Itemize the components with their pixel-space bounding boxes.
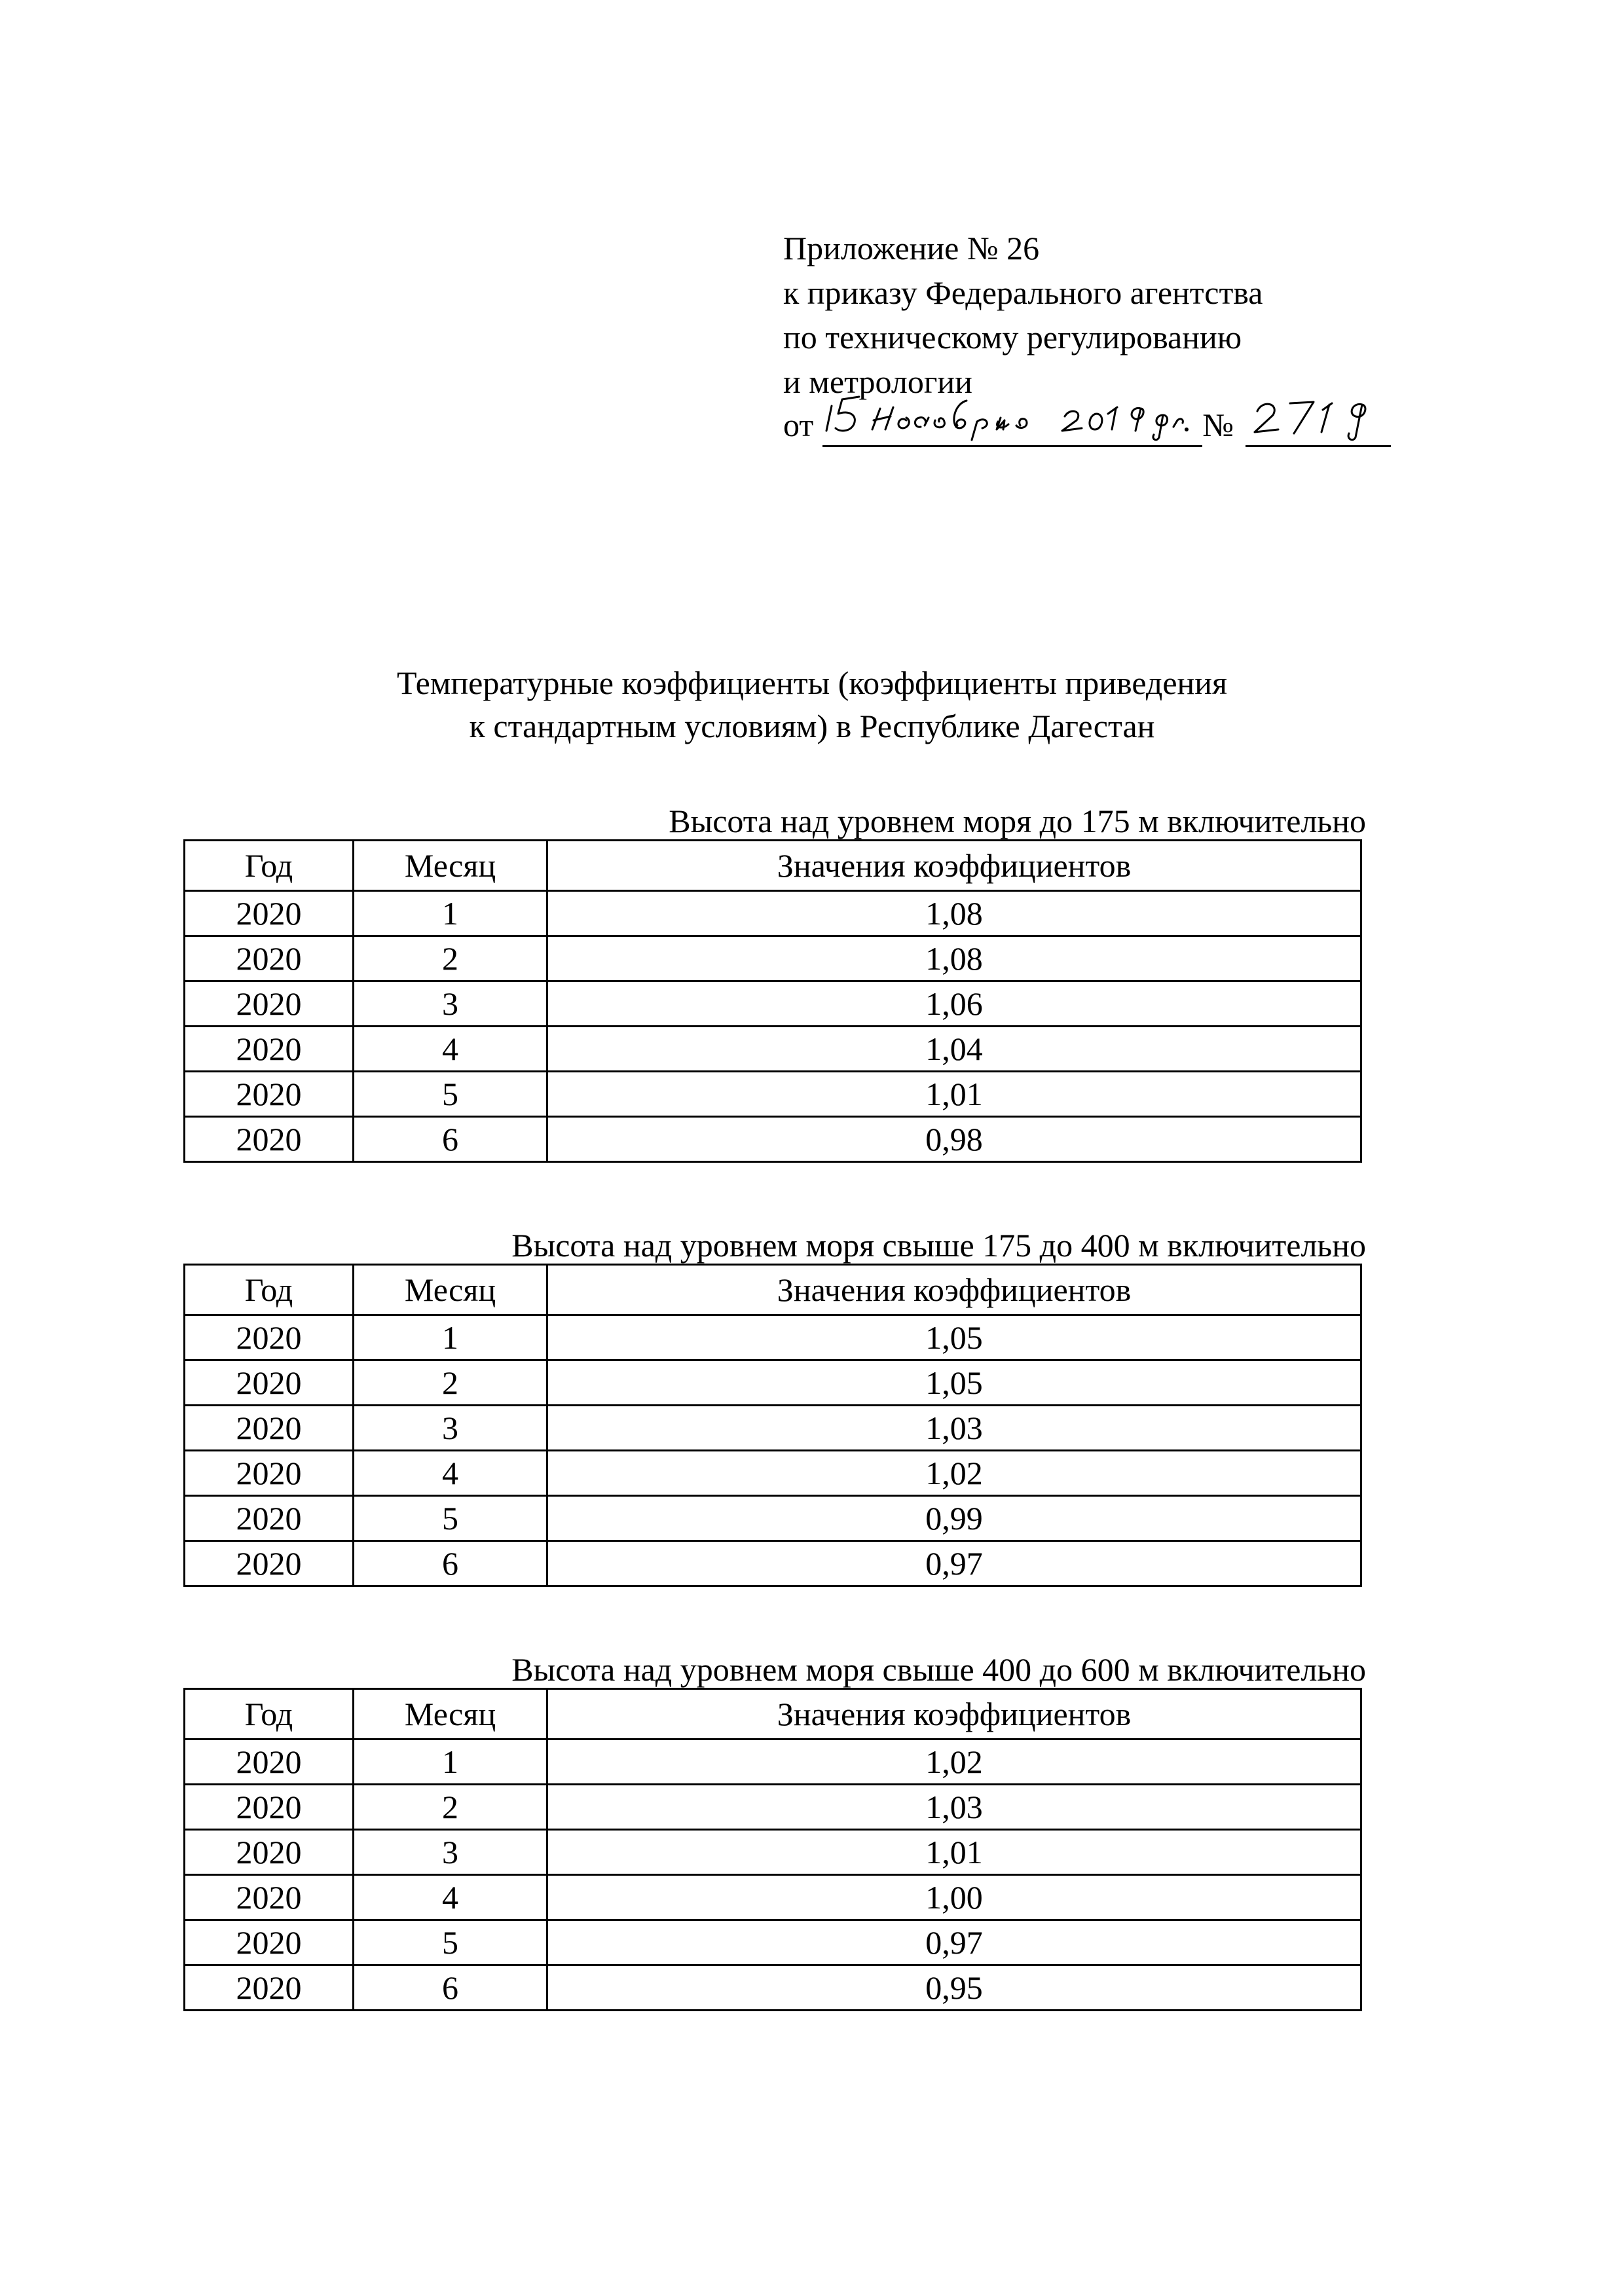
cell-month: 6 xyxy=(354,1117,547,1162)
cell-value: 1,05 xyxy=(547,1360,1361,1406)
table-header-row xyxy=(185,841,1361,891)
cell-year: 2020 xyxy=(185,1875,354,1920)
order-date-line xyxy=(783,401,1391,447)
column-header-year: Год xyxy=(185,1689,354,1740)
column-header-year: Год xyxy=(185,1265,354,1315)
cell-year: 2020 xyxy=(185,1117,354,1162)
column-header-value: Значения коэффициентов xyxy=(547,841,1361,891)
cell-year: 2020 xyxy=(185,1451,354,1496)
cell-month: 3 xyxy=(354,1830,547,1875)
section-caption: Высота над уровнем моря до 175 м включительно xyxy=(669,803,1366,839)
coefficients-section-1 xyxy=(183,803,1366,1163)
table-row xyxy=(185,1830,1361,1875)
cell-year: 2020 xyxy=(185,1740,354,1785)
column-header-month: Месяц xyxy=(354,1689,547,1740)
cell-year: 2020 xyxy=(185,1965,354,2011)
cell-month: 4 xyxy=(354,1875,547,1920)
title-line-2: к стандартным условиям) в Республике Дагестан xyxy=(469,708,1155,744)
table-row xyxy=(185,1541,1361,1586)
cell-value: 1,03 xyxy=(547,1785,1361,1830)
table-row xyxy=(185,1740,1361,1785)
cell-month: 5 xyxy=(354,1072,547,1117)
table-row xyxy=(185,1406,1361,1451)
table-row xyxy=(185,1965,1361,2011)
cell-value: 1,01 xyxy=(547,1072,1361,1117)
cell-value: 0,98 xyxy=(547,1117,1361,1162)
coefficients-table xyxy=(183,1688,1362,2011)
cell-year: 2020 xyxy=(185,1315,354,1360)
cell-year: 2020 xyxy=(185,936,354,981)
cell-month: 1 xyxy=(354,891,547,936)
cell-value: 1,05 xyxy=(547,1315,1361,1360)
coefficients-table xyxy=(183,839,1362,1163)
cell-value: 0,99 xyxy=(547,1496,1361,1541)
cell-year: 2020 xyxy=(185,1406,354,1451)
table-row xyxy=(185,936,1361,981)
cell-month: 1 xyxy=(354,1315,547,1360)
table-row xyxy=(185,1451,1361,1496)
cell-month: 2 xyxy=(354,1360,547,1406)
column-header-value: Значения коэффициентов xyxy=(547,1265,1361,1315)
table-row xyxy=(185,1117,1361,1162)
cell-year: 2020 xyxy=(185,1541,354,1586)
table-row xyxy=(185,1315,1361,1360)
table-row xyxy=(185,891,1361,936)
handwritten-date xyxy=(822,402,1202,447)
cell-year: 2020 xyxy=(185,1830,354,1875)
cell-value: 1,08 xyxy=(547,936,1361,981)
cell-year: 2020 xyxy=(185,891,354,936)
table-header-row xyxy=(185,1689,1361,1740)
order-reference-line-2: по техническому регулированию xyxy=(783,319,1242,355)
cell-value: 0,97 xyxy=(547,1541,1361,1586)
section-caption: Высота над уровнем моря свыше 400 до 600 м включительно xyxy=(511,1651,1366,1688)
cell-value: 1,08 xyxy=(547,891,1361,936)
cell-month: 5 xyxy=(354,1496,547,1541)
cell-month: 6 xyxy=(354,1965,547,2011)
section-caption: Высота над уровнем моря свыше 175 до 400 м включительно xyxy=(511,1227,1366,1264)
number-sign: № xyxy=(1202,407,1234,443)
title-line-1: Температурные коэффициенты (коэффициенты приведения xyxy=(396,665,1228,701)
cell-year: 2020 xyxy=(185,1785,354,1830)
table-row xyxy=(185,1496,1361,1541)
appendix-header xyxy=(783,226,1391,447)
column-header-value: Значения коэффициентов xyxy=(547,1689,1361,1740)
cell-year: 2020 xyxy=(185,1027,354,1072)
coefficients-section-2 xyxy=(183,1227,1366,1587)
cell-value: 0,95 xyxy=(547,1965,1361,2011)
cell-value: 1,03 xyxy=(547,1406,1361,1451)
cell-year: 2020 xyxy=(185,1072,354,1117)
cell-value: 1,02 xyxy=(547,1740,1361,1785)
table-row xyxy=(185,1072,1361,1117)
cell-year: 2020 xyxy=(185,981,354,1027)
column-header-year: Год xyxy=(185,841,354,891)
table-row xyxy=(185,1875,1361,1920)
table-row xyxy=(185,1027,1361,1072)
table-row xyxy=(185,1360,1361,1406)
handwritten-date-signature xyxy=(822,392,1202,444)
cell-year: 2020 xyxy=(185,1496,354,1541)
column-header-month: Месяц xyxy=(354,1265,547,1315)
handwritten-order-number xyxy=(1246,402,1391,447)
cell-month: 6 xyxy=(354,1541,547,1586)
cell-month: 5 xyxy=(354,1920,547,1965)
cell-year: 2020 xyxy=(185,1360,354,1406)
cell-month: 4 xyxy=(354,1451,547,1496)
column-header-month: Месяц xyxy=(354,841,547,891)
cell-year: 2020 xyxy=(185,1920,354,1965)
cell-month: 3 xyxy=(354,1406,547,1451)
cell-month: 2 xyxy=(354,936,547,981)
table-row xyxy=(185,1920,1361,1965)
cell-value: 0,97 xyxy=(547,1920,1361,1965)
cell-month: 3 xyxy=(354,981,547,1027)
table-row xyxy=(185,1785,1361,1830)
coefficients-section-3 xyxy=(183,1651,1366,2011)
table-row xyxy=(185,981,1361,1027)
cell-value: 1,01 xyxy=(547,1830,1361,1875)
cell-value: 1,06 xyxy=(547,981,1361,1027)
table-header-row xyxy=(185,1265,1361,1315)
appendix-number: Приложение № 26 xyxy=(783,230,1040,266)
cell-value: 1,04 xyxy=(547,1027,1361,1072)
cell-month: 1 xyxy=(354,1740,547,1785)
cell-month: 2 xyxy=(354,1785,547,1830)
document-title xyxy=(0,661,1624,748)
cell-value: 1,00 xyxy=(547,1875,1361,1920)
cell-value: 1,02 xyxy=(547,1451,1361,1496)
cell-month: 4 xyxy=(354,1027,547,1072)
order-reference-line-3: и метрологии xyxy=(783,363,972,400)
order-reference-line-1: к приказу Федерального агентства xyxy=(783,274,1263,311)
coefficients-table xyxy=(183,1264,1362,1587)
date-prefix: от xyxy=(783,407,814,443)
handwritten-number-signature xyxy=(1246,392,1391,444)
